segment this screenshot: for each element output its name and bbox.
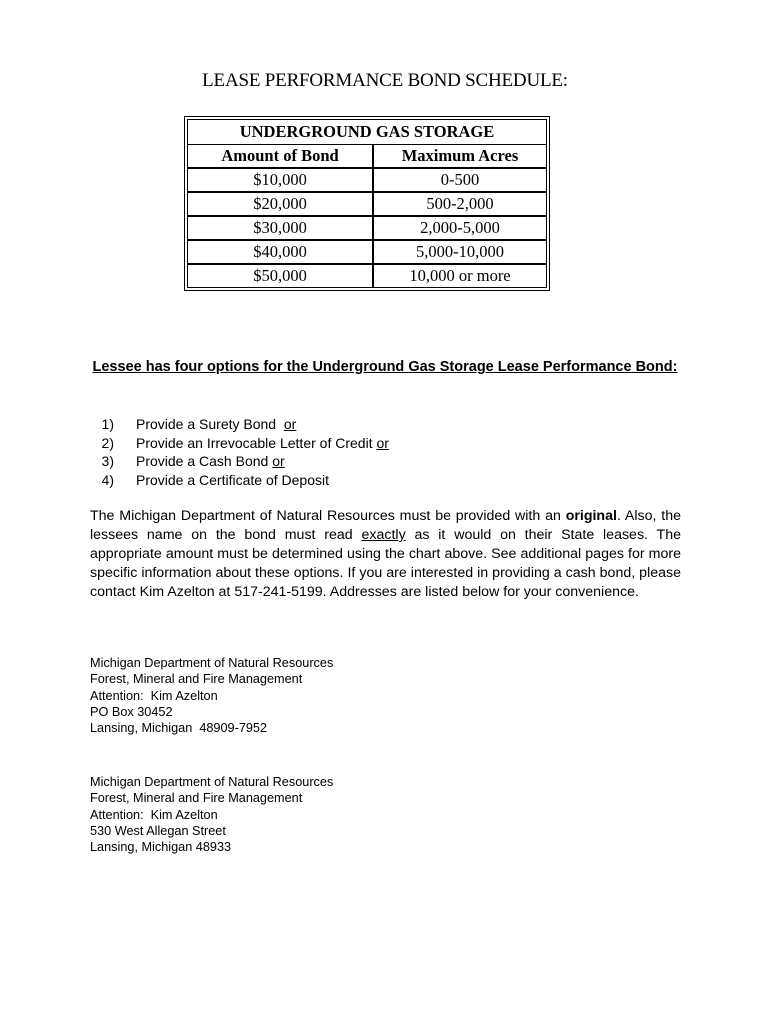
address-line: Lansing, Michigan 48909-7952 <box>90 721 268 736</box>
street-address-block <box>90 774 333 855</box>
list-item-text: Provide a Certificate of Deposit <box>136 471 329 488</box>
instructions-paragraph <box>90 507 681 602</box>
address-line: Forest, Mineral and Fire Management <box>90 672 303 687</box>
mailing-address-block <box>90 655 333 736</box>
list-item <box>90 471 389 490</box>
list-item-text: Provide a Surety Bond <box>136 416 284 432</box>
table-caption: UNDERGROUND GAS STORAGE <box>187 119 547 145</box>
list-item-number: 1) <box>101 416 114 432</box>
address-line: Michigan Department of Natural Resources <box>90 775 334 789</box>
paragraph-text-2: . Also, the lessees name on the bond must read <box>90 508 681 543</box>
max-acres-cell: 5,000-10,000 <box>373 240 547 264</box>
list-item <box>90 452 389 471</box>
bond-amount-cell: $50,000 <box>187 264 373 288</box>
table-row <box>187 192 547 216</box>
list-item-number: 4) <box>101 471 114 488</box>
options-list <box>90 415 389 489</box>
table-row <box>187 216 547 240</box>
list-item <box>90 434 389 453</box>
paragraph-emphasis-exactly: exactly <box>361 527 406 543</box>
table-row <box>187 264 547 288</box>
paragraph-text-3: as it would on their State leases. The appropriate amount must be determined using the chart above. See additional pages for more specific information about these options. If you are interested in providing a cash bond, please contact Kim Azelton at 517-241-5199. Addresses are listed below for your convenience. <box>90 527 681 600</box>
address-line: Attention: Kim Azelton <box>90 688 218 703</box>
bond-schedule-table-frame <box>184 116 550 291</box>
list-item <box>90 415 389 434</box>
address-line: 530 West Allegan Street <box>90 823 226 838</box>
paragraph-text-1: The Michigan Department of Natural Resources must be provided with an <box>90 508 566 524</box>
address-line: Forest, Mineral and Fire Management <box>90 791 303 806</box>
address-line: PO Box 30452 <box>90 704 173 719</box>
bond-amount-cell: $30,000 <box>187 216 373 240</box>
page-title: LEASE PERFORMANCE BOND SCHEDULE: <box>202 70 568 91</box>
address-line: Michigan Department of Natural Resources <box>90 656 334 670</box>
table-row <box>187 168 547 192</box>
max-acres-cell: 10,000 or more <box>373 264 547 288</box>
bond-schedule-table <box>187 119 547 288</box>
list-item-number: 3) <box>101 453 114 469</box>
max-acres-cell: 0-500 <box>373 168 547 192</box>
bond-amount-cell: $20,000 <box>187 192 373 216</box>
options-heading: Lessee has four options for the Underground Gas Storage Lease Performance Bond: <box>92 359 678 375</box>
max-acres-cell: 500-2,000 <box>373 192 547 216</box>
column-header-acres: Maximum Acres <box>373 145 547 168</box>
list-item-conjunction: or <box>272 453 285 469</box>
bond-amount-cell: $10,000 <box>187 168 373 192</box>
bond-amount-cell: $40,000 <box>187 240 373 264</box>
list-item-text: Provide a Cash Bond <box>136 453 273 469</box>
list-item-text: Provide an Irrevocable Letter of Credit <box>136 434 377 451</box>
list-item-number: 2) <box>101 434 114 451</box>
column-header-amount: Amount of Bond <box>187 145 373 168</box>
address-line: Lansing, Michigan 48933 <box>90 840 232 855</box>
address-line: Attention: Kim Azelton <box>90 807 218 822</box>
table-row <box>187 240 547 264</box>
list-item-conjunction: or <box>283 416 297 432</box>
paragraph-emphasis-original: original <box>565 508 617 524</box>
max-acres-cell: 2,000-5,000 <box>373 216 547 240</box>
list-item-conjunction: or <box>376 434 389 451</box>
